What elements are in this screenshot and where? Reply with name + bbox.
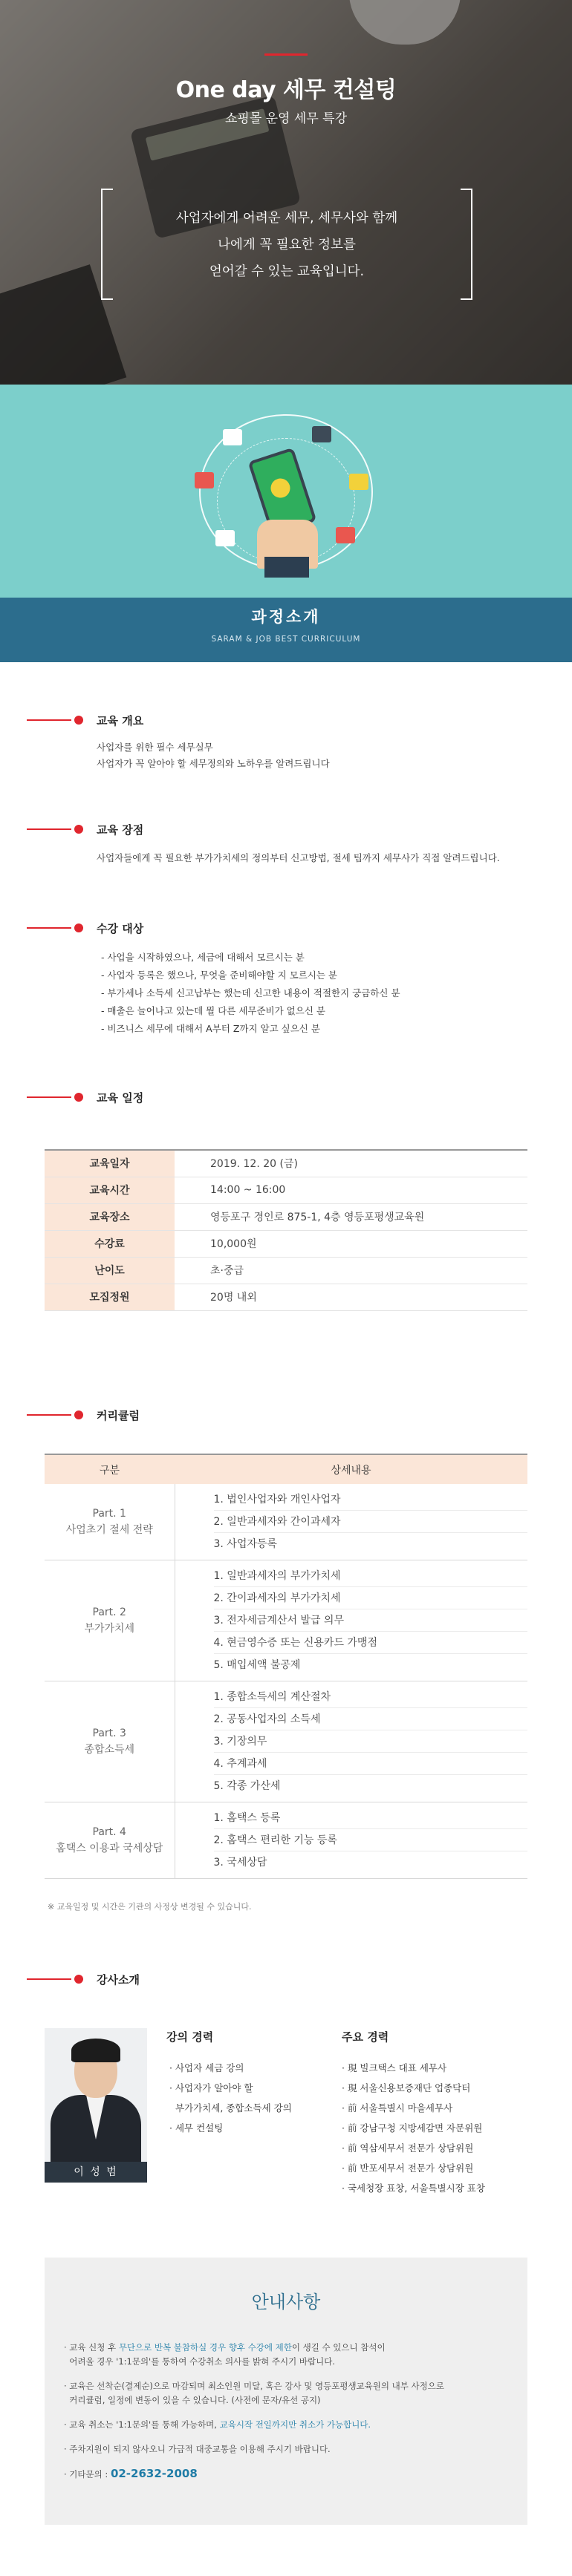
document-icon — [223, 429, 242, 445]
section-title: 교육 개요 — [97, 714, 144, 728]
list-item: - 사업자 등록은 했으나, 무엇을 준비해야할 지 모르시는 분 — [101, 970, 337, 981]
chart-icon — [336, 527, 355, 543]
target-list — [101, 949, 400, 1038]
list-item: - 사업을 시작하였으나, 세금에 대해서 모르시는 분 — [101, 952, 305, 963]
career-list — [342, 2058, 485, 2198]
table-row: Part. 1 사업초기 절세 전략 1. 법인사업자와 개인사업자 2. 일반과세자와 간이과세자 3. 사업자등록 — [45, 1484, 527, 1560]
notice-item: · 기타문의 : 02-2632-2008 — [64, 2467, 198, 2480]
list-item: 부가가치세, 종합소득세 강의 — [169, 2102, 292, 2114]
list-item: - 매출은 늘어나고 있는데 뭘 다른 세무준비가 없으신 분 — [101, 1005, 325, 1016]
hero-line: 얻어갈 수 있는 교육입니다. — [209, 264, 365, 279]
list-item: · 現 서울신용보증재단 업종닥터 — [342, 2082, 471, 2093]
course-illustration — [0, 385, 572, 598]
notice-box — [45, 2258, 527, 2525]
receipt-icon — [215, 530, 235, 546]
hero-banner — [0, 0, 572, 385]
list-item: · 국세청장 표창, 서울특별시장 표창 — [342, 2183, 485, 2194]
section-title: 교육 장점 — [97, 823, 144, 837]
calculator-icon — [312, 426, 331, 442]
table-header — [45, 1454, 527, 1484]
table-row: 교육일자 2019. 12. 20 (금) — [45, 1150, 527, 1177]
table-row: 교육장소 영등포구 경인로 875-1, 4층 영등포평생교육원 — [45, 1203, 527, 1230]
course-title-bar — [0, 598, 572, 662]
list-item: · 사업자가 알아야 할 — [169, 2082, 253, 2093]
hero-accent-bar — [264, 53, 308, 56]
hero-subtitle: 쇼핑몰 운영 세무 특강 — [224, 111, 347, 126]
notice-item: · 교육 신청 후 무단으로 반복 불참하실 경우 향후 수강에 제한이 생길 수 있으니 참석이 어려울 경우 '1:1문의'를 통하여 수강취소 의사를 밝혀 주시기 바랍니다. — [64, 2342, 386, 2367]
schedule-table — [45, 1149, 527, 1311]
list-item: · 사업자 세금 강의 — [169, 2062, 244, 2073]
list-item: · 세무 컨설팅 — [169, 2122, 224, 2134]
list-item: - 비즈니스 세무에 대해서 A부터 Z까지 알고 싶으신 분 — [101, 1023, 320, 1034]
lecture-list — [169, 2058, 292, 2138]
table-row: Part. 3 종합소득세 1. 종합소득세의 계산절차 2. 공동사업자의 소득세 3. 기장의무 4. 추계과세 5. 각종 가산세 — [45, 1681, 527, 1802]
list-item: · 前 강남구청 지방세감면 자문위원 — [342, 2122, 483, 2134]
lecture-heading: 강의 경력 — [166, 2030, 214, 2044]
notice-item: · 교육 취소는 '1:1문의'를 통해 가능하며, 교육시작 전일까지만 취소가 가능합니다. — [64, 2419, 371, 2430]
section-title: 강사소개 — [97, 1973, 140, 1987]
table-row: 교육시간 14:00 ~ 16:00 — [45, 1177, 527, 1203]
overview-text: 사업자를 위한 필수 세무실무 사업자가 꼭 알아야 할 세무정의와 노하우를 알려드립니다 — [97, 742, 330, 769]
section-title: 수강 대상 — [97, 922, 144, 935]
table-row: 수강료 10,000원 — [45, 1230, 527, 1257]
list-item: · 前 반포세무서 전문가 상담위원 — [342, 2163, 474, 2174]
contact-phone: 02-2632-2008 — [110, 2467, 198, 2480]
instructor-name: 이 성 범 — [45, 2162, 147, 2183]
hero-quote-frame — [101, 189, 472, 300]
table-row: 난이도 초·중급 — [45, 1257, 527, 1284]
wallet-icon — [195, 472, 214, 488]
section-title: 교육 일정 — [97, 1091, 144, 1105]
hero-title: One day 세무 컨설팅 — [175, 77, 397, 103]
list-item: - 부가세나 소득세 신고납부는 했는데 신고한 내용이 적절한지 궁금하신 분 — [101, 987, 400, 998]
notice-item: · 교육은 선착순(결제순)으로 마감되며 최소인원 미달, 혹은 강사 및 영등포평생교육원의 내부 사정으로 커리큘럼, 일정에 변동이 있을 수 있습니다. (사전에 문자/유선 공지) — [64, 2381, 444, 2405]
notice-title: 안내사항 — [251, 2292, 321, 2312]
curriculum-note: ※ 교육일정 및 시간은 기관의 사정상 변경될 수 있습니다. — [48, 1902, 252, 1912]
table-row: 모집정원 20명 내외 — [45, 1284, 527, 1310]
course-subtitle: SARAM & JOB BEST CURRICULUM — [211, 635, 361, 644]
list-item: · 現 빌크택스 대표 세무사 — [342, 2062, 447, 2073]
card-icon — [349, 474, 368, 490]
strength-text: 사업자들에게 꼭 필요한 부가가치세의 정의부터 신고방법, 절세 팁까지 세무사가 직접 알려드립니다. — [97, 852, 500, 863]
table-row: Part. 4 홈택스 이용과 국세상담 1. 홈택스 등록 2. 홈택스 편리한 기능 등록 3. 국세상담 — [45, 1802, 527, 1879]
course-title: 과정소개 — [251, 608, 321, 626]
instructor-photo — [45, 2028, 147, 2162]
career-heading: 주요 경력 — [342, 2030, 389, 2044]
hero-line: 나에게 꼭 필요한 정보를 — [218, 238, 356, 252]
curriculum-table — [45, 1454, 527, 1879]
list-item: · 前 서울특별시 마을세무사 — [342, 2102, 453, 2114]
column-header: 구분 — [45, 1454, 175, 1484]
table-row: Part. 2 부가가치세 1. 일반과세자의 부가가치세 2. 간이과세자의 부가가치세 3. 전자세금계산서 발급 의무 4. 현금영수증 또는 신용카드 가맹점 5. 매입세액 불공제 — [45, 1560, 527, 1681]
column-header: 상세내용 — [175, 1454, 527, 1484]
notice-list — [64, 2341, 510, 2492]
hero-line: 사업자에게 어려운 세무, 세무사와 함께 — [175, 211, 398, 226]
section-title: 커리큘럼 — [97, 1409, 140, 1422]
list-item: · 前 역삼세무서 전문가 상담위원 — [342, 2142, 474, 2154]
notice-item: · 주차지원이 되지 않사오니 가급적 대중교통을 이용해 주시기 바랍니다. — [64, 2444, 331, 2454]
